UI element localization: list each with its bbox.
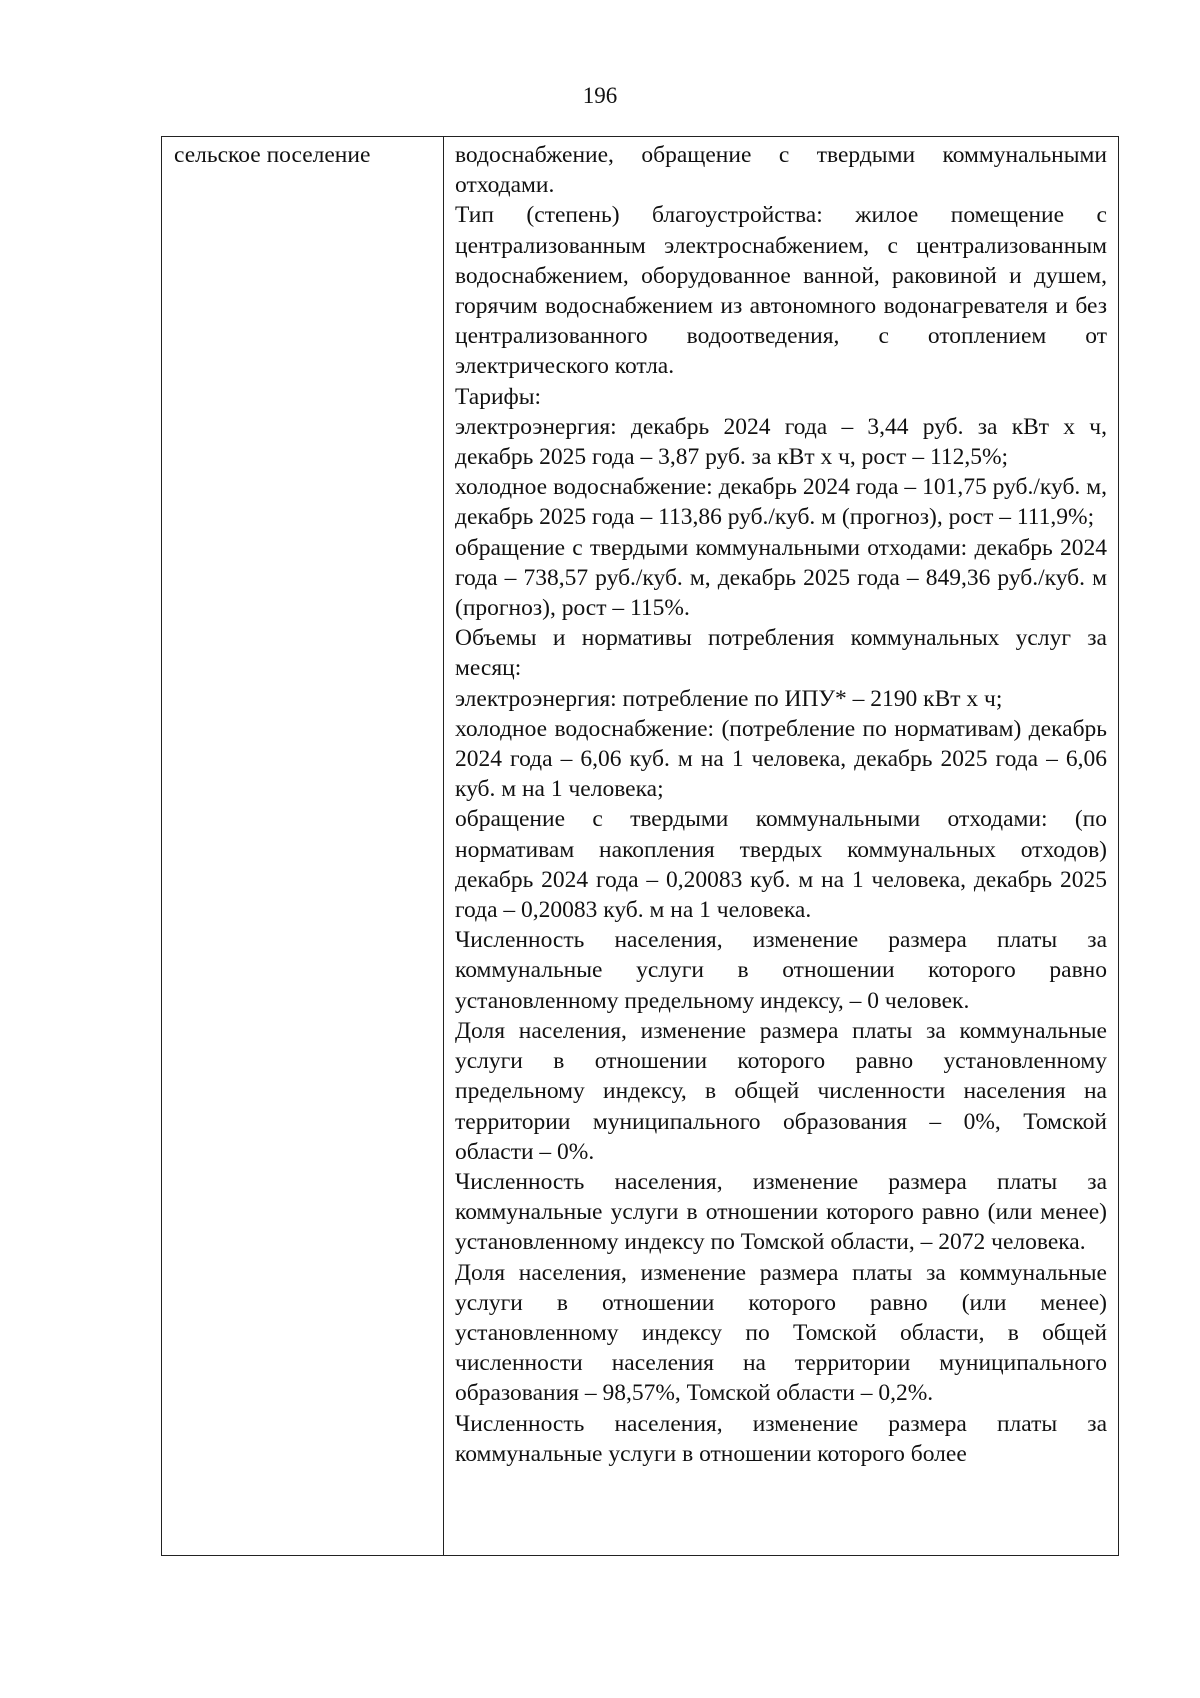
paragraph-services-continued: водоснабжение, обращение с твердыми коммунальными отходами. bbox=[455, 142, 1107, 199]
paragraph-population-above-index: Численность населения, изменение размера платы за коммунальные услуги в отношении которого более bbox=[455, 1410, 1107, 1467]
paragraph-volume-cold-water: холодное водоснабжение: (потребление по нормативам) декабрь 2024 года – 6,06 куб. м на 1 человека, декабрь 2025 года – 6,06 куб. м на 1 человека; bbox=[455, 715, 1107, 803]
settlement-name: сельское поселение bbox=[174, 142, 371, 168]
paragraph-share-below-index: Доля населения, изменение размера платы за коммунальные услуги в отношении которого равно (или менее) установленному индексу по Томской области, в общей численности населения на территории муниципального образования – 98,57%, Томской области – 0,2%. bbox=[455, 1259, 1107, 1407]
settlement-cell bbox=[162, 137, 444, 1556]
paragraph-share-equal-limit: Доля населения, изменение размера платы за коммунальные услуги в отношении которого равно установленному предельному индексу, в общей численности населения на территории муниципального образования – 0%, Томской области – 0%. bbox=[455, 1017, 1107, 1165]
paragraph-volume-solid-waste: обращение с твердыми коммунальными отходами: (по нормативам накопления твердых коммунальных отходов) декабрь 2024 года – 0,20083 куб. м на 1 человека, декабрь 2025 года – 0,20083 куб. м на 1 человека. bbox=[455, 806, 1107, 924]
paragraph-volume-electricity: электроэнергия: потребление по ИПУ* – 2190 кВт х ч; bbox=[455, 685, 1003, 712]
paragraph-tariffs-heading: Тарифы: bbox=[455, 383, 542, 410]
paragraph-population-below-index: Численность населения, изменение размера платы за коммунальные услуги в отношении которого равно (или менее) установленному индексу по Томской области, – 2072 человека. bbox=[455, 1168, 1107, 1256]
paragraph-tariff-solid-waste: обращение с твердыми коммунальными отходами: декабрь 2024 года – 738,57 руб./куб. м, декабрь 2025 года – 849,36 руб./куб. м (прогноз), рост – 115%. bbox=[455, 534, 1107, 622]
page-number: 196 bbox=[582, 83, 618, 108]
paragraph-tariff-electricity: электроэнергия: декабрь 2024 года – 3,44 руб. за кВт х ч, декабрь 2025 года – 3,87 руб. за кВт х ч, рост – 112,5%; bbox=[455, 413, 1107, 471]
paragraph-population-equal-limit: Численность населения, изменение размера платы за коммунальные услуги в отношении которого равно установленному предельному индексу, – 0 человек. bbox=[455, 927, 1107, 1014]
paragraph-volumes-heading: Объемы и нормативы потребления коммунальных услуг за месяц: bbox=[455, 625, 1107, 682]
municipal-tariff-table bbox=[161, 136, 1119, 1556]
table-row bbox=[162, 137, 1119, 1556]
paragraph-amenity-type: Тип (степень) благоустройства: жилое помещение с централизованным электроснабжением, с централизованным водоснабжением, оборудованное ванной, раковиной и душем, горячим водоснабжением из автономного водонагревателя и без централизованного водоотведения, с отоплением от электрического котла. bbox=[455, 202, 1107, 380]
paragraph-tariff-cold-water: холодное водоснабжение: декабрь 2024 года – 101,75 руб./куб. м, декабрь 2025 года – 113,86 руб./куб. м (прогноз), рост – 111,9%; bbox=[455, 474, 1107, 531]
description-cell bbox=[444, 137, 1119, 1556]
description-text bbox=[444, 137, 1118, 1555]
